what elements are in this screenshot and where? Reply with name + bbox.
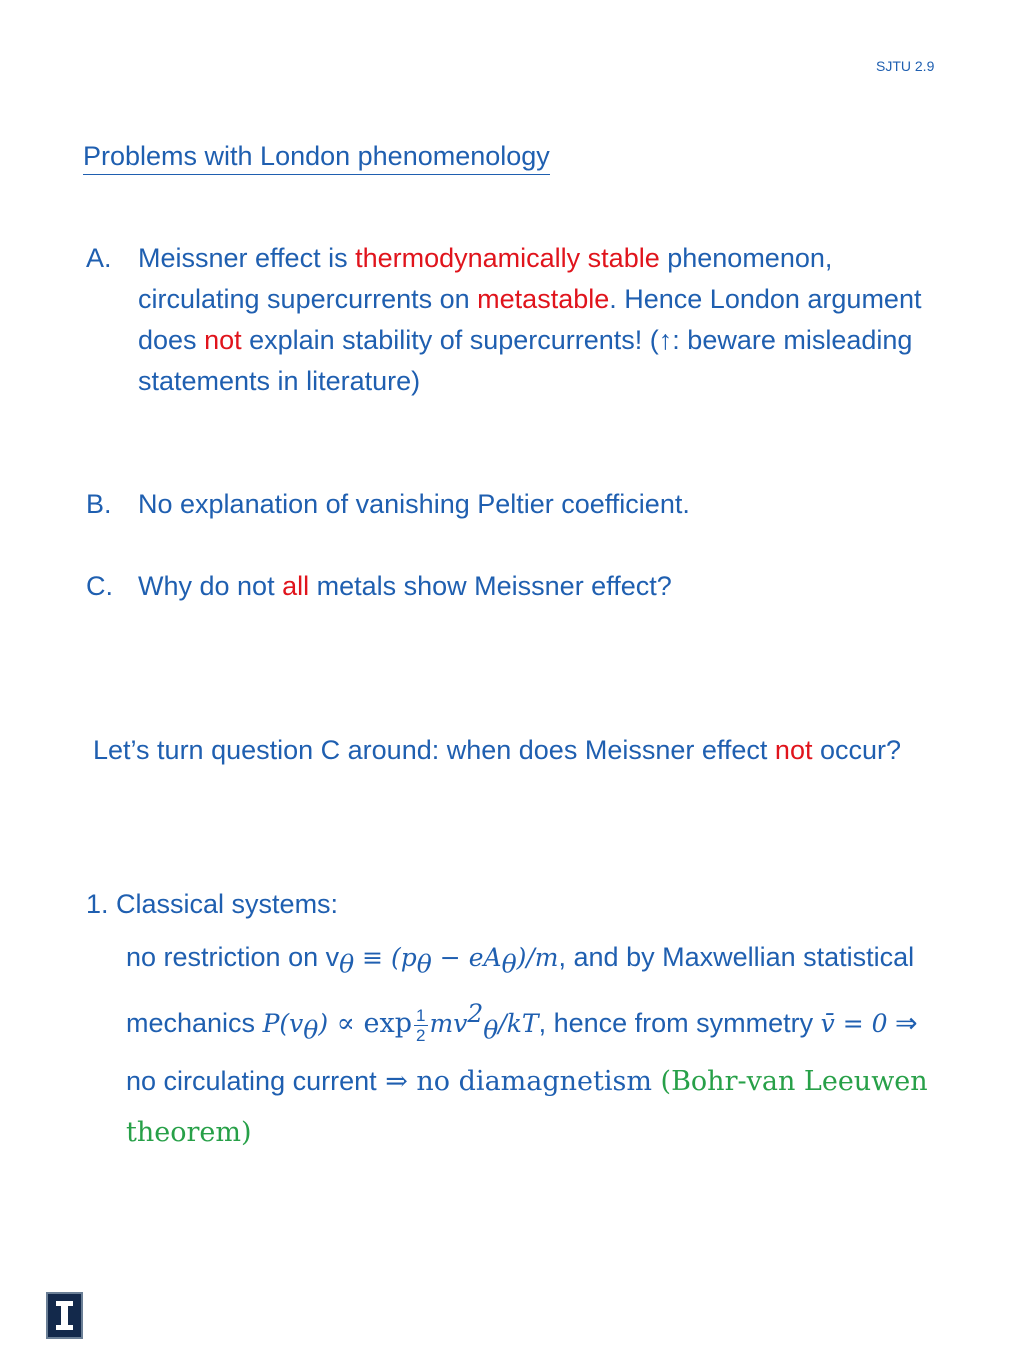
- list-item-a: [86, 238, 926, 402]
- fraction: $\frac{1}{2}$: [416, 1005, 426, 1045]
- up-arrow-icon: ↑: [658, 325, 673, 355]
- page-title: Problems with London phenomenology: [83, 140, 550, 175]
- list-marker: C.: [86, 571, 113, 601]
- turn-question: Let’s turn question C around: when does Meissner effect not occur?: [93, 735, 902, 765]
- list-item-text: Why do not all metals show Meissner effect?: [138, 571, 672, 601]
- list-item-b: [86, 484, 926, 525]
- section-heading: 1. Classical systems:: [86, 889, 339, 919]
- emphasis-text: thermodynamically stable: [355, 243, 660, 273]
- emphasis-text: not: [774, 735, 813, 765]
- university-logo: [46, 1292, 83, 1339]
- list-marker: A.: [86, 243, 112, 273]
- classical-paragraph: no restriction on $v_\theta \equiv (p_\theta - eA_\theta)/m$, and by Maxwellian statistical mechanics $P(v_\theta) \propto \exp$ $\frac{1}{2}$ $mv^2_\theta/kT$, hence from symmetry v̄ = 0 ⇒ no circulating current ⇒ no diamagnetism (Bohr-van Leeuwen theorem): [126, 942, 928, 1148]
- list-item-c: [86, 566, 926, 607]
- emphasis-text: all: [282, 571, 310, 601]
- list-marker: B.: [86, 489, 112, 519]
- theorem-name: (Bohr-van Leeuwen theorem): [126, 1065, 928, 1148]
- list-item-text: No explanation of vanishing Peltier coefficient.: [138, 489, 690, 519]
- list-item-text: Meissner effect is thermodynamically stable phenomenon, circulating supercurrents on metastable. Hence London argument does not explain stability of supercurrents! (↑: beware misleading statements in literature): [138, 243, 922, 396]
- slide-number: SJTU 2.9: [876, 58, 935, 74]
- emphasis-text: not: [204, 325, 242, 355]
- emphasis-text: metastable: [477, 284, 610, 314]
